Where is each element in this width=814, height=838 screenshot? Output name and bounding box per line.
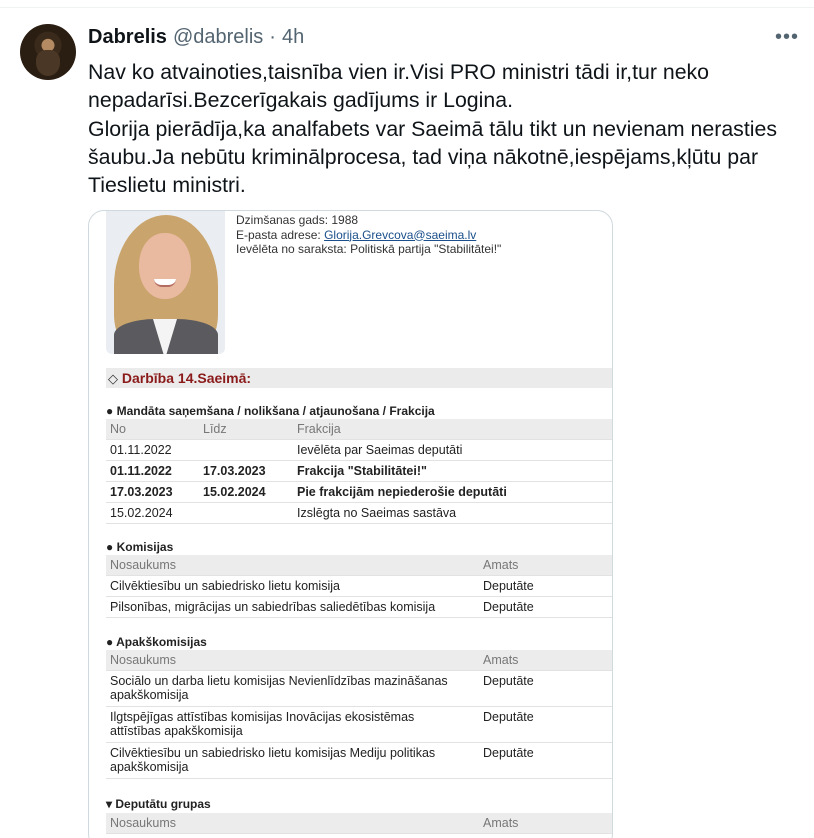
birth-year: Dzimšanas gads: 1988 bbox=[236, 213, 359, 227]
groups-table bbox=[106, 813, 613, 834]
table-row: 01.11.2022 17.03.2023 Frakcija "Stabilitātei!" bbox=[106, 461, 613, 482]
mandate-table bbox=[106, 419, 613, 524]
table-header-row: Nosaukums Amats bbox=[106, 813, 613, 834]
separator: · bbox=[269, 26, 276, 48]
committees-table bbox=[106, 555, 613, 618]
subcommittees-table bbox=[106, 650, 613, 779]
election-list: Ievēlēta no saraksta: Politiskā partija "Stabilitātei!" bbox=[236, 242, 502, 256]
tweet-media-image[interactable] bbox=[88, 210, 613, 838]
table-row: Cilvēktiesību un sabiedrisko lietu komisijas Mediju politikas apakškomisija Deputāte bbox=[106, 743, 613, 779]
table-header-row: No Līdz Frakcija bbox=[106, 419, 613, 440]
mandate-heading: ● Mandāta saņemšana / nolikšana / atjaunošana / Frakcija bbox=[106, 404, 435, 418]
tweet-header bbox=[88, 26, 304, 50]
table-row: 01.11.2022 Ievēlēta par Saeimas deputāti bbox=[106, 440, 613, 461]
display-name[interactable]: Dabrelis bbox=[88, 26, 167, 48]
table-header-row: Nosaukums Amats bbox=[106, 555, 613, 576]
table-row: Ilgtspējīgas attīstības komisijas Inovācijas ekosistēmas attīstības apakškomisija Deputāte bbox=[106, 707, 613, 743]
top-divider bbox=[0, 7, 814, 8]
groups-heading: ▾ Deputātu grupas bbox=[106, 797, 211, 811]
table-header-row: Nosaukums Amats bbox=[106, 650, 613, 671]
subcommittees-heading: ● Apakškomisijas bbox=[106, 635, 207, 649]
committees-heading: ● Komisijas bbox=[106, 540, 174, 554]
portrait-photo bbox=[106, 211, 225, 354]
table-row: 15.02.2024 Izslēgta no Saeimas sastāva bbox=[106, 503, 613, 524]
profile-info bbox=[236, 213, 501, 257]
avatar[interactable] bbox=[20, 24, 76, 80]
section-title: Darbība 14.Saeimā: bbox=[121, 370, 252, 386]
section-heading bbox=[106, 368, 613, 388]
diamond-icon: ◇ bbox=[108, 371, 118, 386]
email-link: Glorija.Grevcova@saeima.lv bbox=[324, 227, 477, 242]
ellipsis-icon[interactable]: ••• bbox=[775, 26, 800, 48]
table-row: Pilsonības, migrācijas un sabiedrības saliedētības komisija Deputāte bbox=[106, 597, 613, 618]
table-row: Sociālo un darba lietu komisijas Nevienlīdzības mazināšanas apakškomisija Deputāte bbox=[106, 671, 613, 707]
tweet-text: Nav ko atvainoties,taisnība vien ir.Visi PRO ministri tādi ir,tur neko nepadarīsi.Bezcerīgakais gadījums ir Logina. Glorija pierādīja,ka analfabets var Saeimā tālu tikt un nevienam nerasties šaubu.Ja nebūtu kriminālprocesa, tad viņa nākotnē,iespējams,kļūtu par Tieslietu ministri. bbox=[88, 60, 777, 198]
email-line: E-pasta adrese: Glorija.Grevcova@saeima.lv bbox=[236, 227, 477, 242]
user-handle[interactable]: @dabrelis bbox=[172, 26, 264, 48]
timestamp[interactable]: 4h bbox=[281, 26, 305, 48]
table-row: Cilvēktiesību un sabiedrisko lietu komisija Deputāte bbox=[106, 576, 613, 597]
table-row: 17.03.2023 15.02.2024 Pie frakcijām nepiederošie deputāti bbox=[106, 482, 613, 503]
